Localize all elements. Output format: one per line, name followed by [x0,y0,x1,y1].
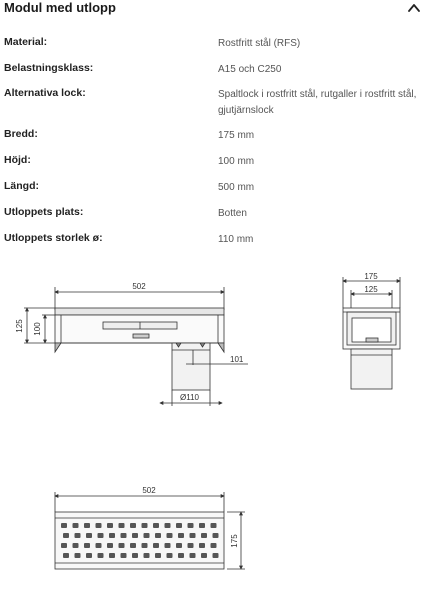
dim-outlet-offset: 101 [230,355,244,364]
spec-value: 175 mm [218,130,255,141]
grate-slot [165,523,171,528]
grate-slot [176,523,182,528]
spec-value: A15 och C250 [218,64,282,75]
grate-slot [84,523,90,528]
grate-slot [178,533,184,538]
grate-slot [84,543,90,548]
grate-slot [98,553,104,558]
grate-slot [188,523,194,528]
spec-value: Rostfritt stål (RFS) [218,38,301,49]
grate-slot [190,553,196,558]
grate-slot [121,533,127,538]
grate-slot [144,553,150,558]
grate-slot [142,523,148,528]
spec-value: Spaltlock i rostfritt stål, rutgaller i rostfritt stål, gjutjärnslock [218,89,417,116]
grate-slot [153,523,159,528]
end-view-drawing [343,277,400,389]
spec-value: Botten [218,208,247,219]
section-header[interactable] [0,0,428,20]
dim-end-width: 175 [364,272,378,281]
grate-slot [144,533,150,538]
grate-pattern [61,523,219,558]
grate-slot [63,533,69,538]
spec-label: Belastningsklass: [4,62,94,74]
grate-slot [199,543,205,548]
chevron-up-icon[interactable] [406,1,422,15]
grate-slot [130,523,136,528]
spec-label: Material: [4,36,48,48]
grate-slot [165,543,171,548]
grate-slot [86,533,92,538]
grate-slot [107,523,113,528]
grate-slot [211,543,217,548]
grate-slot [75,533,81,538]
side-view-drawing [24,287,248,406]
dim-outlet-diameter: Ø110 [180,393,199,402]
spec-value: 500 mm [218,182,255,193]
grate-slot [211,523,217,528]
grate-slot [155,553,161,558]
dim-side-height-outer: 125 [15,319,24,333]
grate-slot [119,543,125,548]
grate-slot [132,553,138,558]
grate-slot [119,523,125,528]
grate-slot [107,543,113,548]
grate-slot [132,533,138,538]
grate-slot [178,553,184,558]
grate-slot [86,553,92,558]
grate-slot [153,543,159,548]
grate-slot [130,543,136,548]
grate-slot [201,553,207,558]
dim-top-width: 175 [230,534,239,548]
grate-slot [109,553,115,558]
grate-slot [109,533,115,538]
spec-value: 110 mm [218,234,254,245]
grate-slot [63,553,69,558]
grate-slot [142,543,148,548]
grate-slot [96,523,102,528]
spec-label: Utloppets storlek ø: [4,232,103,244]
grate-slot [121,553,127,558]
spec-value: 100 mm [218,156,255,167]
spec-label: Bredd: [4,128,38,140]
grate-slot [213,553,219,558]
spec-label: Alternativa lock: [4,87,86,99]
grate-slot [98,533,104,538]
grate-slot [61,523,67,528]
grate-slot [61,543,67,548]
dim-side-length: 502 [132,282,146,291]
grate-slot [75,553,81,558]
grate-slot [213,533,219,538]
grate-slot [201,533,207,538]
spec-label: Utloppets plats: [4,206,84,218]
grate-slot [199,523,205,528]
spec-label: Höjd: [4,154,31,166]
section-title: Modul med utlopp [4,0,116,15]
grate-slot [96,543,102,548]
grate-slot [188,543,194,548]
grate-slot [176,543,182,548]
grate-slot [73,543,79,548]
dim-end-inner: 125 [364,285,378,294]
grate-slot [190,533,196,538]
spec-label: Längd: [4,180,39,192]
grate-slot [167,533,173,538]
grate-slot [167,553,173,558]
dim-top-length: 502 [142,486,156,495]
grate-slot [73,523,79,528]
top-view-drawing [55,492,245,569]
grate-slot [155,533,161,538]
dim-side-height-inner: 100 [33,322,42,336]
